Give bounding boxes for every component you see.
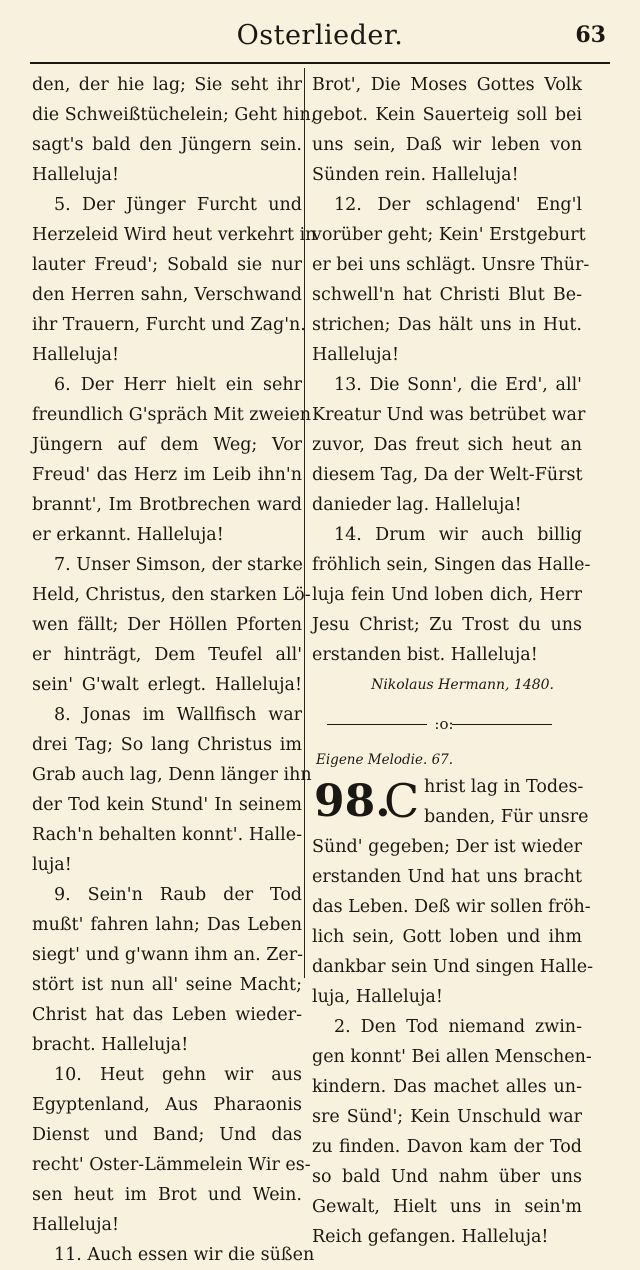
text-line: fröhlich sein, Singen das Halle- bbox=[312, 555, 591, 575]
right-column-verses bbox=[312, 70, 591, 670]
text-line: erstanden Und hat uns bracht bbox=[312, 867, 582, 887]
text-line: stört ist nun all' seine Macht; bbox=[32, 975, 302, 995]
text-line: Herzeleid Wird heut verkehrt in bbox=[32, 225, 317, 245]
text-line: 7. Unser Simson, der starke bbox=[54, 555, 303, 575]
text-line: Freud' das Herz im Leib ihn'n bbox=[32, 465, 302, 485]
divider-rule-left bbox=[327, 724, 427, 725]
text-line: Dienst und Band; Und das bbox=[32, 1125, 302, 1145]
text-line: bracht. Halleluja! bbox=[32, 1035, 189, 1055]
text-line: ihr Trauern, Furcht und Zag'n. bbox=[32, 315, 306, 335]
text-line: der Tod kein Stund' In seinem bbox=[32, 795, 302, 815]
text-line: recht' Oster-Lämmelein Wir es- bbox=[32, 1155, 311, 1175]
text-line: diesem Tag, Da der Welt-Fürst bbox=[312, 465, 583, 485]
text-line: drei Tag; So lang Christus im bbox=[32, 735, 302, 755]
text-line: das Leben. Deß wir sollen fröh- bbox=[312, 897, 591, 917]
text-line: kindern. Das machet alles un- bbox=[312, 1077, 582, 1097]
text-line: mußt' fahren lahn; Das Leben bbox=[32, 915, 302, 935]
text-line: Reich gefangen. Halleluja! bbox=[312, 1227, 549, 1247]
text-line: er hinträgt, Dem Teufel all' bbox=[32, 645, 302, 665]
text-line: 14. Drum wir auch billig bbox=[334, 525, 582, 545]
text-line: Halleluja! bbox=[32, 345, 120, 365]
text-line: 13. Die Sonn', die Erd', all' bbox=[334, 375, 582, 395]
running-title: Osterlieder. bbox=[236, 20, 404, 51]
text-line: danieder lag. Halleluja! bbox=[312, 495, 522, 515]
text-line: Brot', Die Moses Gottes Volk bbox=[312, 75, 582, 95]
text-line: siegt' und g'wann ihm an. Zer- bbox=[32, 945, 304, 965]
text-line: luja! bbox=[32, 855, 72, 875]
page-number: 63 bbox=[575, 22, 606, 48]
text-line: Grab auch lag, Denn länger ihn bbox=[32, 765, 312, 785]
hymn-98 bbox=[312, 772, 594, 1252]
right-column bbox=[312, 70, 594, 1252]
hymn-second-line: banden, Für unsre bbox=[424, 807, 589, 827]
hymn-first-line: hrist lag in Todes- bbox=[424, 777, 584, 797]
left-column bbox=[32, 70, 317, 1270]
text-line: gen konnt' Bei allen Menschen- bbox=[312, 1047, 592, 1067]
text-line: 9. Sein'n Raub der Tod bbox=[54, 885, 302, 905]
text-line: 10. Heut gehn wir aus bbox=[54, 1065, 302, 1085]
header-rule bbox=[30, 62, 610, 64]
text-line: sen heut im Brot und Wein. bbox=[32, 1185, 302, 1205]
text-line: Jüngern auf dem Weg; Vor bbox=[32, 435, 302, 455]
text-line: uns sein, Daß wir leben von bbox=[312, 135, 582, 155]
text-line: lauter Freud'; Sobald sie nur bbox=[32, 255, 302, 275]
text-line: freundlich G'spräch Mit zweien bbox=[32, 405, 312, 425]
text-line: lich sein, Gott loben und ihm bbox=[312, 927, 582, 947]
text-line: den, der hie lag; Sie seht ihr bbox=[32, 75, 302, 95]
text-line: vorüber geht; Kein' Erstgeburt bbox=[312, 225, 586, 245]
text-line: er bei uns schlägt. Unsre Thür- bbox=[312, 255, 590, 275]
drop-capital: C bbox=[384, 774, 420, 828]
text-line: 11. Auch essen wir die süßen bbox=[54, 1245, 315, 1265]
text-line: Jesu Christ; Zu Trost du uns bbox=[312, 615, 582, 635]
text-line: Christ hat das Leben wieder- bbox=[32, 1005, 302, 1025]
hymn-number: 98. bbox=[314, 776, 391, 827]
attribution: Nikolaus Hermann, 1480. bbox=[371, 677, 554, 693]
text-line: Egyptenland, Aus Pharaonis bbox=[32, 1095, 302, 1115]
text-line: zu finden. Davon kam der Tod bbox=[312, 1137, 582, 1157]
text-line: Halleluja! bbox=[312, 345, 400, 365]
hymn-verses bbox=[312, 832, 594, 1252]
section-divider bbox=[312, 702, 582, 742]
text-line: Sünd' gegeben; Der ist wieder bbox=[312, 837, 582, 857]
text-line: die Schweißtüchelein; Geht hin, bbox=[32, 105, 317, 125]
divider-rule-right bbox=[452, 724, 552, 725]
text-line: Sünden rein. Halleluja! bbox=[312, 165, 519, 185]
text-line: 2. Den Tod niemand zwin- bbox=[334, 1017, 582, 1037]
text-line: 5. Der Jünger Furcht und bbox=[54, 195, 302, 215]
text-line: zuvor, Das freut sich heut an bbox=[312, 435, 582, 455]
text-line: luja fein Und loben dich, Herr bbox=[312, 585, 582, 605]
divider-ornament: :o: bbox=[434, 715, 454, 733]
text-line: wen fällt; Der Höllen Pforten bbox=[32, 615, 302, 635]
column-divider bbox=[304, 68, 305, 978]
text-line: sagt's bald den Jüngern sein. bbox=[32, 135, 302, 155]
text-line: 12. Der schlagend' Eng'l bbox=[334, 195, 582, 215]
text-line: Gewalt, Hielt uns in sein'm bbox=[312, 1197, 582, 1217]
text-line: er erkannt. Halleluja! bbox=[32, 525, 224, 545]
text-line: Halleluja! bbox=[32, 165, 120, 185]
text-line: dankbar sein Und singen Halle- bbox=[312, 957, 594, 977]
page-header bbox=[30, 18, 610, 54]
text-line: so bald Und nahm über uns bbox=[312, 1167, 582, 1187]
text-line: Kreatur Und was betrübet war bbox=[312, 405, 586, 425]
text-line: Rach'n behalten konnt'. Halle- bbox=[32, 825, 302, 845]
text-line: gebot. Kein Sauerteig soll bei bbox=[312, 105, 582, 125]
text-line: Held, Christus, den starken Lö- bbox=[32, 585, 311, 605]
text-line: erstanden bist. Halleluja! bbox=[312, 645, 538, 665]
text-line: 8. Jonas im Wallfisch war bbox=[54, 705, 302, 725]
melody-reference: Eigene Melodie. 67. bbox=[316, 752, 454, 768]
text-line: sein' G'walt erlegt. Halleluja! bbox=[32, 675, 302, 695]
text-line: brannt', Im Brotbrechen ward bbox=[32, 495, 302, 515]
text-line: 6. Der Herr hielt ein sehr bbox=[54, 375, 302, 395]
text-line: Halleluja! bbox=[32, 1215, 120, 1235]
text-line: den Herren sahn, Verschwand bbox=[32, 285, 302, 305]
text-line: strichen; Das hält uns in Hut. bbox=[312, 315, 582, 335]
text-line: schwell'n hat Christi Blut Be- bbox=[312, 285, 582, 305]
text-line: luja, Halleluja! bbox=[312, 987, 443, 1007]
text-line: sre Sünd'; Kein Unschuld war bbox=[312, 1107, 582, 1127]
